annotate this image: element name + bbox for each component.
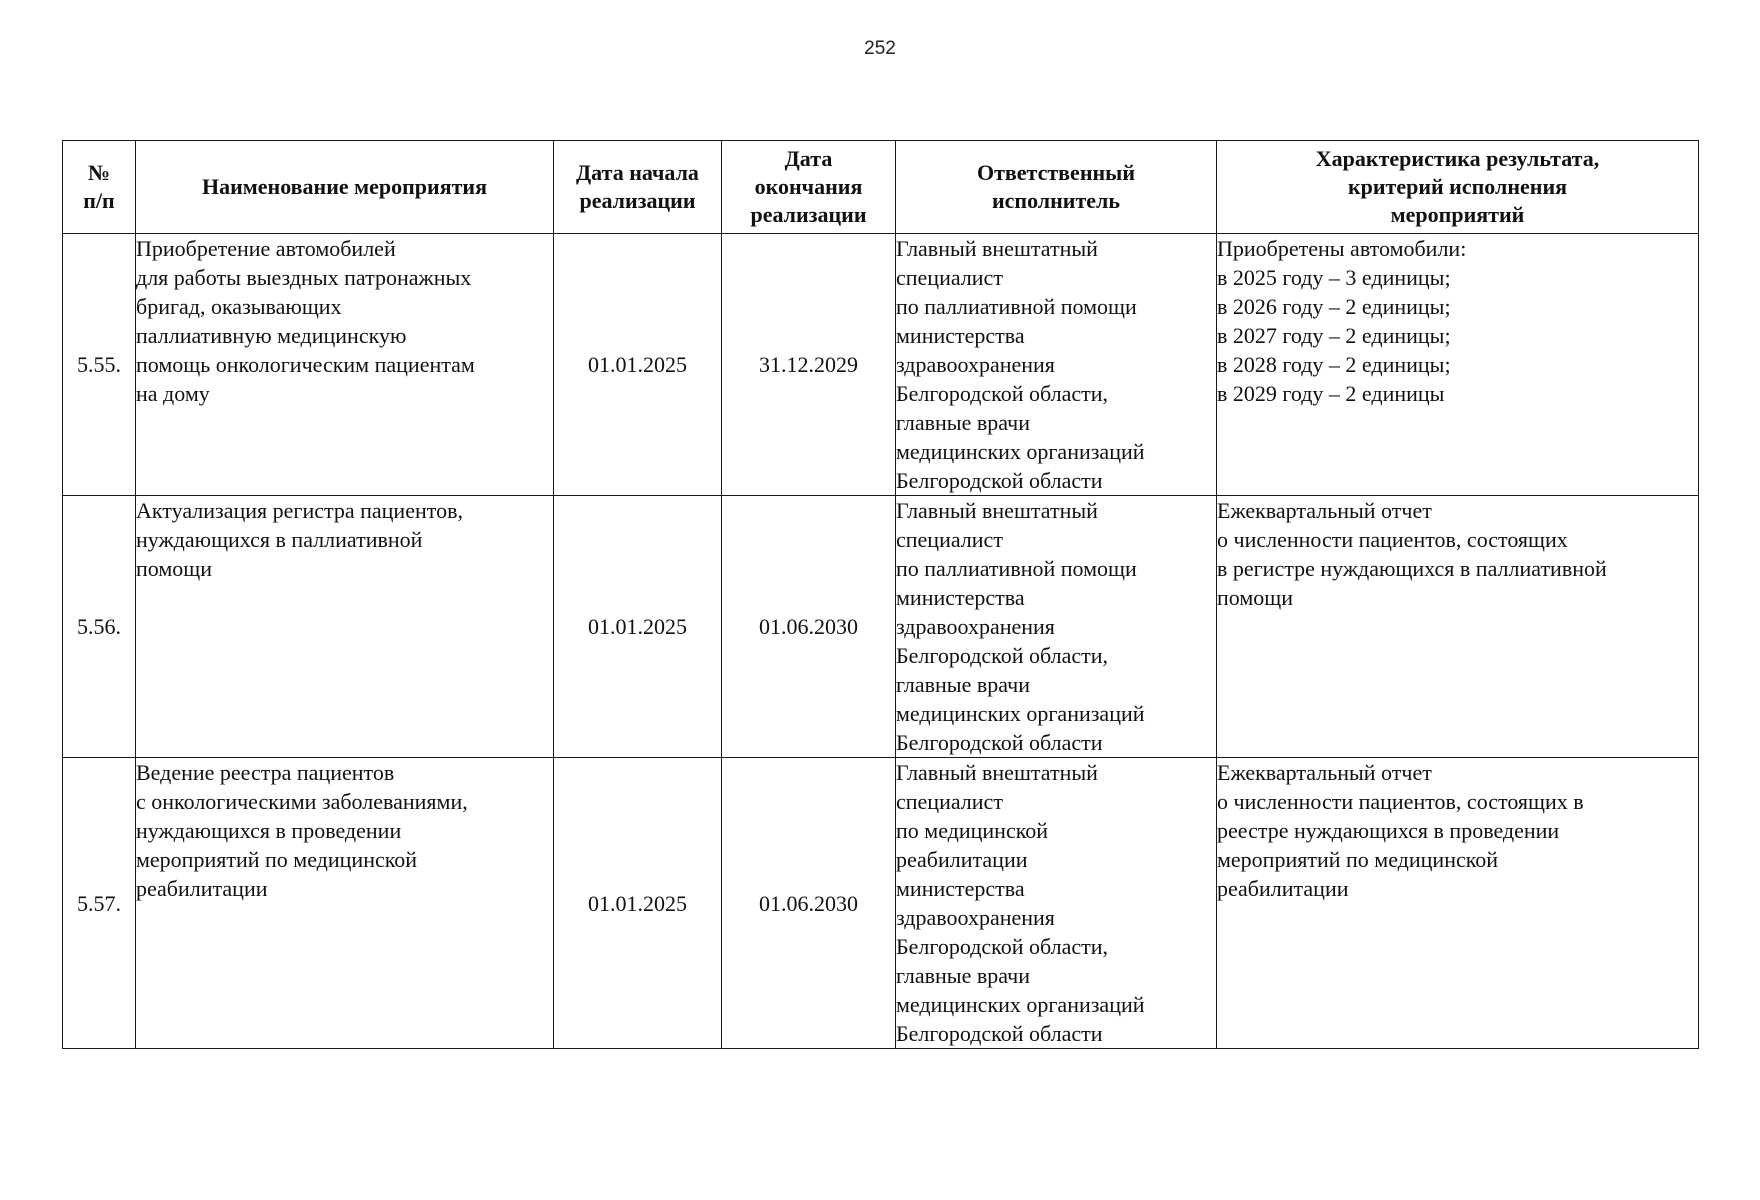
row-number: 5.56. [63, 496, 136, 758]
end-date: 01.06.2030 [722, 496, 896, 758]
result-characteristic: Ежеквартальный отчет о численности пациентов, состоящих в регистре нуждающихся в паллиативной помощи [1217, 496, 1699, 758]
header-number: № п/п [63, 141, 136, 234]
measures-table [62, 140, 1699, 1049]
table-row [63, 758, 1699, 1049]
start-date: 01.01.2025 [554, 758, 722, 1049]
start-date: 01.01.2025 [554, 496, 722, 758]
measure-name: Приобретение автомобилей для работы выездных патронажных бригад, оказывающих паллиативную медицинскую помощь онкологическим пациентам на дому [136, 234, 554, 496]
result-characteristic: Приобретены автомобили: в 2025 году – 3 единицы; в 2026 году – 2 единицы; в 2027 году – 2 единицы; в 2028 году – 2 единицы; в 2029 году – 2 единицы [1217, 234, 1699, 496]
page-number: 252 [864, 38, 896, 59]
responsible-executor: Главный внештатный специалист по паллиативной помощи министерства здравоохранения Белгородской области, главные врачи медицинских организаций Белгородской области [896, 496, 1217, 758]
row-number: 5.55. [63, 234, 136, 496]
responsible-executor: Главный внештатный специалист по медицинской реабилитации министерства здравоохранения Белгородской области, главные врачи медицинских организаций Белгородской области [896, 758, 1217, 1049]
responsible-executor: Главный внештатный специалист по паллиативной помощи министерства здравоохранения Белгородской области, главные врачи медицинских организаций Белгородской области [896, 234, 1217, 496]
table-header-row [63, 141, 1699, 234]
row-number: 5.57. [63, 758, 136, 1049]
table-row [63, 234, 1699, 496]
result-characteristic: Ежеквартальный отчет о численности пациентов, состоящих в реестре нуждающихся в проведении мероприятий по медицинской реабилитации [1217, 758, 1699, 1049]
header-name: Наименование мероприятия [136, 141, 554, 234]
table-row [63, 496, 1699, 758]
header-responsible: Ответственный исполнитель [896, 141, 1217, 234]
end-date: 31.12.2029 [722, 234, 896, 496]
header-end-date: Дата окончания реализации [722, 141, 896, 234]
header-result: Характеристика результата, критерий исполнения мероприятий [1217, 141, 1699, 234]
start-date: 01.01.2025 [554, 234, 722, 496]
measure-name: Ведение реестра пациентов с онкологическими заболеваниями, нуждающихся в проведении мероприятий по медицинской реабилитации [136, 758, 554, 1049]
end-date: 01.06.2030 [722, 758, 896, 1049]
measure-name: Актуализация регистра пациентов, нуждающихся в паллиативной помощи [136, 496, 554, 758]
header-start-date: Дата начала реализации [554, 141, 722, 234]
